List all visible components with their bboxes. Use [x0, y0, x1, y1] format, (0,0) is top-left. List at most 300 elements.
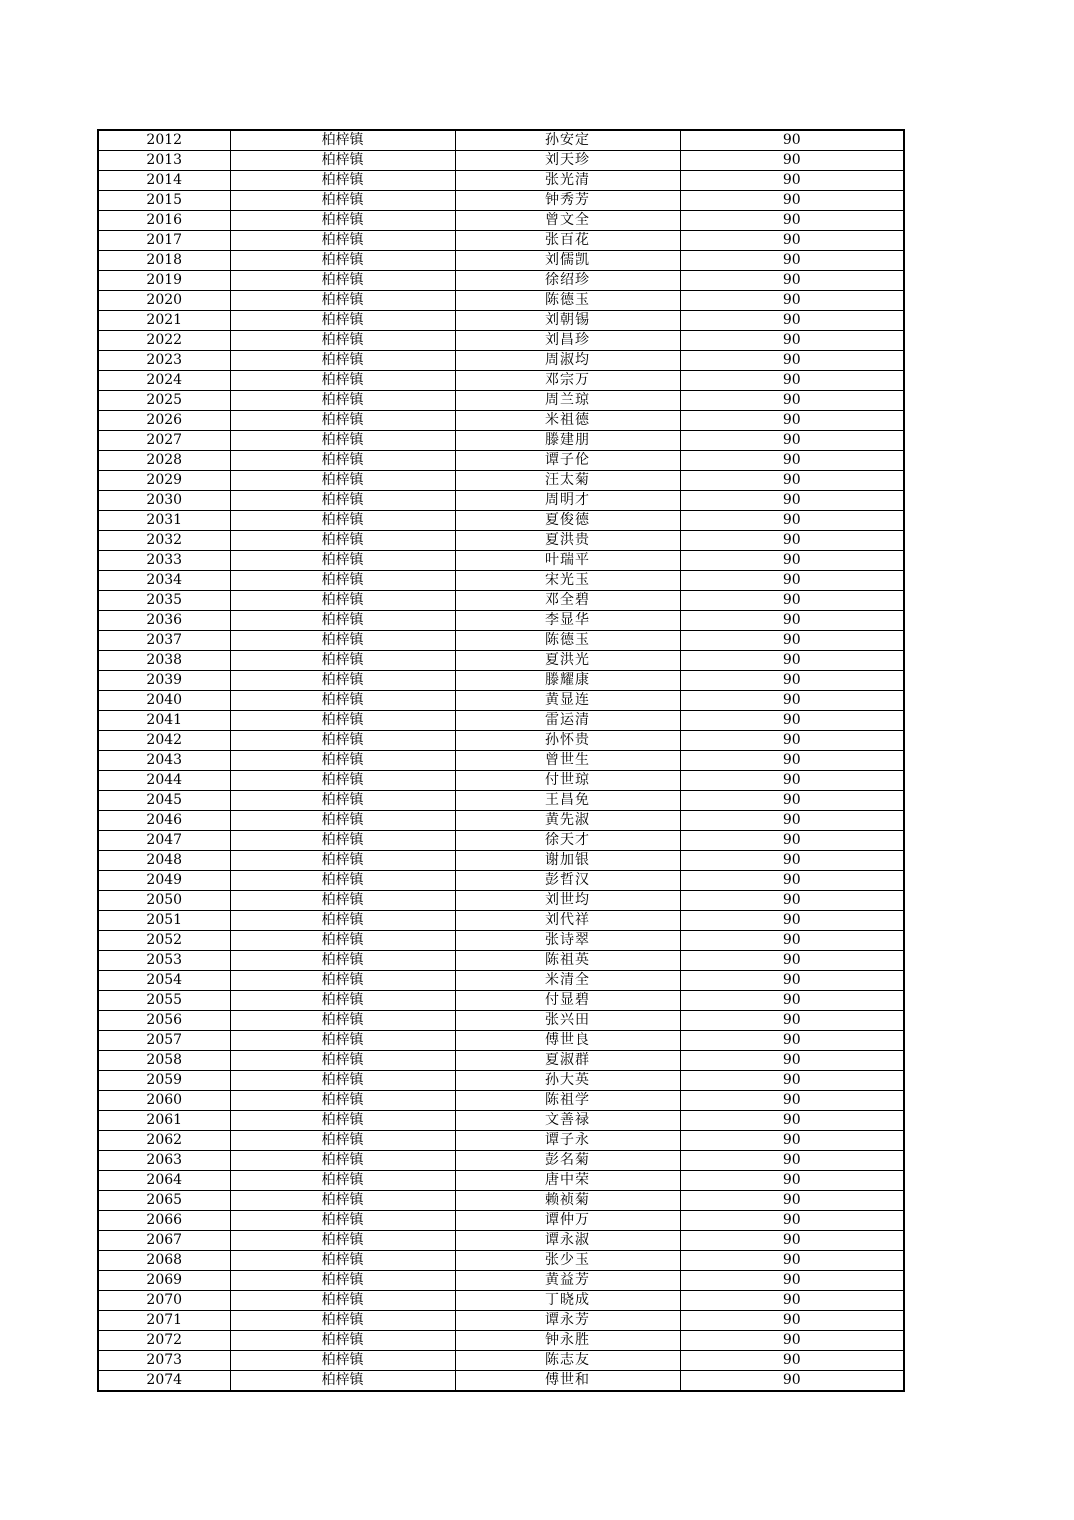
person-name-cell: 谭子伦 [455, 451, 680, 471]
amount-cell: 90 [680, 391, 904, 411]
table-row [98, 391, 904, 411]
town-cell: 柏梓镇 [230, 231, 455, 251]
amount-cell: 90 [680, 551, 904, 571]
person-name-cell: 孙怀贵 [455, 731, 680, 751]
person-name-cell: 周淑均 [455, 351, 680, 371]
row-number-cell: 2043 [98, 751, 230, 771]
town-cell: 柏梓镇 [230, 251, 455, 271]
row-number-cell: 2051 [98, 911, 230, 931]
row-number-cell: 2012 [98, 130, 230, 151]
person-name-cell: 黄显连 [455, 691, 680, 711]
person-name-cell: 陈祖学 [455, 1091, 680, 1111]
person-name-cell: 黄益芳 [455, 1271, 680, 1291]
amount-cell: 90 [680, 171, 904, 191]
row-number-cell: 2050 [98, 891, 230, 911]
table-row [98, 471, 904, 491]
person-name-cell: 孙大英 [455, 1071, 680, 1091]
person-name-cell: 邓全碧 [455, 591, 680, 611]
person-name-cell: 米清全 [455, 971, 680, 991]
row-number-cell: 2028 [98, 451, 230, 471]
table-row [98, 611, 904, 631]
table-row [98, 891, 904, 911]
row-number-cell: 2067 [98, 1231, 230, 1251]
person-name-cell: 谢加银 [455, 851, 680, 871]
row-number-cell: 2044 [98, 771, 230, 791]
person-name-cell: 钟秀芳 [455, 191, 680, 211]
row-number-cell: 2035 [98, 591, 230, 611]
amount-cell: 90 [680, 431, 904, 451]
table-row [98, 371, 904, 391]
town-cell: 柏梓镇 [230, 1111, 455, 1131]
town-cell: 柏梓镇 [230, 831, 455, 851]
person-name-cell: 刘儒凯 [455, 251, 680, 271]
town-cell: 柏梓镇 [230, 331, 455, 351]
town-cell: 柏梓镇 [230, 1211, 455, 1231]
row-number-cell: 2047 [98, 831, 230, 851]
person-name-cell: 雷运清 [455, 711, 680, 731]
table-row [98, 1151, 904, 1171]
row-number-cell: 2033 [98, 551, 230, 571]
person-name-cell: 周明才 [455, 491, 680, 511]
town-cell: 柏梓镇 [230, 1191, 455, 1211]
person-name-cell: 彭名菊 [455, 1151, 680, 1171]
town-cell: 柏梓镇 [230, 911, 455, 931]
town-cell: 柏梓镇 [230, 371, 455, 391]
table-row [98, 871, 904, 891]
table-row [98, 731, 904, 751]
row-number-cell: 2057 [98, 1031, 230, 1051]
person-name-cell: 夏洪贵 [455, 531, 680, 551]
person-name-cell: 陈德玉 [455, 631, 680, 651]
amount-cell: 90 [680, 691, 904, 711]
town-cell: 柏梓镇 [230, 171, 455, 191]
person-name-cell: 傅世良 [455, 1031, 680, 1051]
amount-cell: 90 [680, 891, 904, 911]
table-row [98, 1351, 904, 1371]
row-number-cell: 2022 [98, 331, 230, 351]
town-cell: 柏梓镇 [230, 1231, 455, 1251]
town-cell: 柏梓镇 [230, 351, 455, 371]
row-number-cell: 2031 [98, 511, 230, 531]
row-number-cell: 2014 [98, 171, 230, 191]
person-name-cell: 徐天才 [455, 831, 680, 851]
town-cell: 柏梓镇 [230, 291, 455, 311]
person-name-cell: 曾文全 [455, 211, 680, 231]
row-number-cell: 2039 [98, 671, 230, 691]
amount-cell: 90 [680, 1171, 904, 1191]
row-number-cell: 2056 [98, 1011, 230, 1031]
amount-cell: 90 [680, 571, 904, 591]
person-name-cell: 付显碧 [455, 991, 680, 1011]
row-number-cell: 2034 [98, 571, 230, 591]
row-number-cell: 2021 [98, 311, 230, 331]
row-number-cell: 2063 [98, 1151, 230, 1171]
table-row [98, 411, 904, 431]
person-name-cell: 文善禄 [455, 1111, 680, 1131]
person-name-cell: 曾世生 [455, 751, 680, 771]
table-row [98, 491, 904, 511]
town-cell: 柏梓镇 [230, 1291, 455, 1311]
amount-cell: 90 [680, 1131, 904, 1151]
row-number-cell: 2070 [98, 1291, 230, 1311]
row-number-cell: 2036 [98, 611, 230, 631]
row-number-cell: 2068 [98, 1251, 230, 1271]
table-row [98, 191, 904, 211]
town-cell: 柏梓镇 [230, 851, 455, 871]
person-name-cell: 谭永淑 [455, 1231, 680, 1251]
town-cell: 柏梓镇 [230, 611, 455, 631]
row-number-cell: 2025 [98, 391, 230, 411]
town-cell: 柏梓镇 [230, 771, 455, 791]
amount-cell: 90 [680, 831, 904, 851]
row-number-cell: 2048 [98, 851, 230, 871]
town-cell: 柏梓镇 [230, 531, 455, 551]
table-row [98, 1271, 904, 1291]
table-row [98, 1051, 904, 1071]
amount-cell: 90 [680, 1051, 904, 1071]
town-cell: 柏梓镇 [230, 271, 455, 291]
town-cell: 柏梓镇 [230, 891, 455, 911]
town-cell: 柏梓镇 [230, 1171, 455, 1191]
amount-cell: 90 [680, 151, 904, 171]
person-name-cell: 唐中荣 [455, 1171, 680, 1191]
town-cell: 柏梓镇 [230, 551, 455, 571]
town-cell: 柏梓镇 [230, 451, 455, 471]
town-cell: 柏梓镇 [230, 1331, 455, 1351]
table-row [98, 811, 904, 831]
town-cell: 柏梓镇 [230, 591, 455, 611]
amount-cell: 90 [680, 611, 904, 631]
amount-cell: 90 [680, 1151, 904, 1171]
town-cell: 柏梓镇 [230, 151, 455, 171]
town-cell: 柏梓镇 [230, 1071, 455, 1091]
town-cell: 柏梓镇 [230, 311, 455, 331]
table-row [98, 1111, 904, 1131]
amount-cell: 90 [680, 731, 904, 751]
town-cell: 柏梓镇 [230, 391, 455, 411]
row-number-cell: 2020 [98, 291, 230, 311]
row-number-cell: 2023 [98, 351, 230, 371]
amount-cell: 90 [680, 811, 904, 831]
town-cell: 柏梓镇 [230, 1351, 455, 1371]
amount-cell: 90 [680, 1291, 904, 1311]
amount-cell: 90 [680, 1031, 904, 1051]
row-number-cell: 2040 [98, 691, 230, 711]
amount-cell: 90 [680, 451, 904, 471]
table-row [98, 571, 904, 591]
amount-cell: 90 [680, 511, 904, 531]
row-number-cell: 2060 [98, 1091, 230, 1111]
row-number-cell: 2029 [98, 471, 230, 491]
amount-cell: 90 [680, 1071, 904, 1091]
table-row [98, 531, 904, 551]
town-cell: 柏梓镇 [230, 130, 455, 151]
town-cell: 柏梓镇 [230, 931, 455, 951]
table-row [98, 791, 904, 811]
town-cell: 柏梓镇 [230, 1151, 455, 1171]
person-name-cell: 刘世均 [455, 891, 680, 911]
person-name-cell: 张百花 [455, 231, 680, 251]
table-row [98, 591, 904, 611]
person-name-cell: 夏淑群 [455, 1051, 680, 1071]
person-name-cell: 丁晓成 [455, 1291, 680, 1311]
person-name-cell: 孙安定 [455, 130, 680, 151]
town-cell: 柏梓镇 [230, 511, 455, 531]
person-name-cell: 刘代祥 [455, 911, 680, 931]
amount-cell: 90 [680, 291, 904, 311]
row-number-cell: 2071 [98, 1311, 230, 1331]
person-name-cell: 陈志友 [455, 1351, 680, 1371]
town-cell: 柏梓镇 [230, 491, 455, 511]
amount-cell: 90 [680, 591, 904, 611]
town-cell: 柏梓镇 [230, 731, 455, 751]
town-cell: 柏梓镇 [230, 411, 455, 431]
town-cell: 柏梓镇 [230, 1011, 455, 1031]
table-row [98, 631, 904, 651]
table-row [98, 331, 904, 351]
person-name-cell: 谭仲万 [455, 1211, 680, 1231]
person-name-cell: 陈祖英 [455, 951, 680, 971]
table-row [98, 1071, 904, 1091]
row-number-cell: 2066 [98, 1211, 230, 1231]
table-row [98, 291, 904, 311]
table-row [98, 691, 904, 711]
table-row [98, 991, 904, 1011]
table-row [98, 271, 904, 291]
row-number-cell: 2053 [98, 951, 230, 971]
amount-cell: 90 [680, 1211, 904, 1231]
town-cell: 柏梓镇 [230, 971, 455, 991]
person-name-cell: 刘天珍 [455, 151, 680, 171]
town-cell: 柏梓镇 [230, 711, 455, 731]
person-name-cell: 黄先淑 [455, 811, 680, 831]
amount-cell: 90 [680, 991, 904, 1011]
town-cell: 柏梓镇 [230, 1371, 455, 1392]
row-number-cell: 2052 [98, 931, 230, 951]
table-row [98, 311, 904, 331]
table-row [98, 671, 904, 691]
amount-cell: 90 [680, 771, 904, 791]
row-number-cell: 2042 [98, 731, 230, 751]
row-number-cell: 2062 [98, 1131, 230, 1151]
table-row [98, 1251, 904, 1271]
row-number-cell: 2074 [98, 1371, 230, 1392]
amount-cell: 90 [680, 1271, 904, 1291]
person-name-cell: 米祖德 [455, 411, 680, 431]
amount-cell: 90 [680, 751, 904, 771]
table-row [98, 1231, 904, 1251]
person-name-cell: 滕建朋 [455, 431, 680, 451]
row-number-cell: 2061 [98, 1111, 230, 1131]
row-number-cell: 2016 [98, 211, 230, 231]
town-cell: 柏梓镇 [230, 471, 455, 491]
row-number-cell: 2064 [98, 1171, 230, 1191]
person-name-cell: 汪太菊 [455, 471, 680, 491]
town-cell: 柏梓镇 [230, 1271, 455, 1291]
amount-cell: 90 [680, 271, 904, 291]
amount-cell: 90 [680, 1191, 904, 1211]
amount-cell: 90 [680, 1251, 904, 1271]
amount-cell: 90 [680, 711, 904, 731]
table-row [98, 851, 904, 871]
row-number-cell: 2065 [98, 1191, 230, 1211]
person-name-cell: 王昌免 [455, 791, 680, 811]
town-cell: 柏梓镇 [230, 691, 455, 711]
table-row [98, 1191, 904, 1211]
town-cell: 柏梓镇 [230, 211, 455, 231]
amount-cell: 90 [680, 1311, 904, 1331]
amount-cell: 90 [680, 1011, 904, 1031]
amount-cell: 90 [680, 1331, 904, 1351]
amount-cell: 90 [680, 491, 904, 511]
amount-cell: 90 [680, 851, 904, 871]
person-name-cell: 滕耀康 [455, 671, 680, 691]
amount-cell: 90 [680, 311, 904, 331]
table-row [98, 151, 904, 171]
table-row [98, 1011, 904, 1031]
amount-cell: 90 [680, 191, 904, 211]
amount-cell: 90 [680, 931, 904, 951]
row-number-cell: 2019 [98, 271, 230, 291]
person-name-cell: 付世琼 [455, 771, 680, 791]
amount-cell: 90 [680, 631, 904, 651]
row-number-cell: 2046 [98, 811, 230, 831]
amount-cell: 90 [680, 351, 904, 371]
row-number-cell: 2055 [98, 991, 230, 1011]
person-name-cell: 叶瑞平 [455, 551, 680, 571]
amount-cell: 90 [680, 211, 904, 231]
amount-cell: 90 [680, 651, 904, 671]
table-row [98, 911, 904, 931]
amount-cell: 90 [680, 130, 904, 151]
row-number-cell: 2037 [98, 631, 230, 651]
table-row [98, 711, 904, 731]
row-number-cell: 2017 [98, 231, 230, 251]
table-row [98, 431, 904, 451]
table-row [98, 1091, 904, 1111]
row-number-cell: 2018 [98, 251, 230, 271]
row-number-cell: 2073 [98, 1351, 230, 1371]
town-cell: 柏梓镇 [230, 791, 455, 811]
town-cell: 柏梓镇 [230, 631, 455, 651]
person-name-cell: 赖祯菊 [455, 1191, 680, 1211]
row-number-cell: 2027 [98, 431, 230, 451]
person-name-cell: 张光清 [455, 171, 680, 191]
table-row [98, 511, 904, 531]
table-row [98, 931, 904, 951]
row-number-cell: 2054 [98, 971, 230, 991]
row-number-cell: 2013 [98, 151, 230, 171]
town-cell: 柏梓镇 [230, 871, 455, 891]
amount-cell: 90 [680, 1371, 904, 1392]
amount-cell: 90 [680, 231, 904, 251]
row-number-cell: 2045 [98, 791, 230, 811]
town-cell: 柏梓镇 [230, 1091, 455, 1111]
table-row [98, 1031, 904, 1051]
table-row [98, 551, 904, 571]
table-row [98, 1211, 904, 1231]
person-name-cell: 周兰琼 [455, 391, 680, 411]
person-name-cell: 陈德玉 [455, 291, 680, 311]
amount-cell: 90 [680, 371, 904, 391]
table-row [98, 451, 904, 471]
amount-cell: 90 [680, 331, 904, 351]
table-row [98, 1311, 904, 1331]
town-cell: 柏梓镇 [230, 651, 455, 671]
table-row [98, 1131, 904, 1151]
town-cell: 柏梓镇 [230, 1031, 455, 1051]
table-row [98, 751, 904, 771]
amount-cell: 90 [680, 791, 904, 811]
roster-table-body [98, 130, 904, 1391]
table-row [98, 251, 904, 271]
table-row [98, 1371, 904, 1392]
town-cell: 柏梓镇 [230, 751, 455, 771]
row-number-cell: 2059 [98, 1071, 230, 1091]
person-name-cell: 徐绍珍 [455, 271, 680, 291]
person-name-cell: 夏洪光 [455, 651, 680, 671]
town-cell: 柏梓镇 [230, 1251, 455, 1271]
amount-cell: 90 [680, 1231, 904, 1251]
row-number-cell: 2038 [98, 651, 230, 671]
town-cell: 柏梓镇 [230, 671, 455, 691]
table-row [98, 951, 904, 971]
row-number-cell: 2030 [98, 491, 230, 511]
row-number-cell: 2026 [98, 411, 230, 431]
town-cell: 柏梓镇 [230, 1311, 455, 1331]
table-row [98, 771, 904, 791]
person-name-cell: 宋光玉 [455, 571, 680, 591]
table-row [98, 1171, 904, 1191]
table-row [98, 831, 904, 851]
row-number-cell: 2049 [98, 871, 230, 891]
town-cell: 柏梓镇 [230, 991, 455, 1011]
town-cell: 柏梓镇 [230, 1131, 455, 1151]
person-name-cell: 张诗翠 [455, 931, 680, 951]
person-name-cell: 夏俊德 [455, 511, 680, 531]
table-row [98, 1331, 904, 1351]
amount-cell: 90 [680, 1091, 904, 1111]
table-row [98, 130, 904, 151]
amount-cell: 90 [680, 1111, 904, 1131]
row-number-cell: 2015 [98, 191, 230, 211]
town-cell: 柏梓镇 [230, 1051, 455, 1071]
person-name-cell: 谭永芳 [455, 1311, 680, 1331]
amount-cell: 90 [680, 411, 904, 431]
town-cell: 柏梓镇 [230, 431, 455, 451]
town-cell: 柏梓镇 [230, 951, 455, 971]
table-row [98, 651, 904, 671]
amount-cell: 90 [680, 251, 904, 271]
table-row [98, 171, 904, 191]
amount-cell: 90 [680, 911, 904, 931]
table-row [98, 1291, 904, 1311]
person-name-cell: 刘朝锡 [455, 311, 680, 331]
person-name-cell: 钟永胜 [455, 1331, 680, 1351]
row-number-cell: 2041 [98, 711, 230, 731]
town-cell: 柏梓镇 [230, 571, 455, 591]
person-name-cell: 彭哲汉 [455, 871, 680, 891]
row-number-cell: 2069 [98, 1271, 230, 1291]
table-row [98, 211, 904, 231]
row-number-cell: 2032 [98, 531, 230, 551]
amount-cell: 90 [680, 871, 904, 891]
person-name-cell: 张兴田 [455, 1011, 680, 1031]
person-name-cell: 刘昌珍 [455, 331, 680, 351]
person-name-cell: 张少玉 [455, 1251, 680, 1271]
person-name-cell: 谭子永 [455, 1131, 680, 1151]
table-row [98, 971, 904, 991]
